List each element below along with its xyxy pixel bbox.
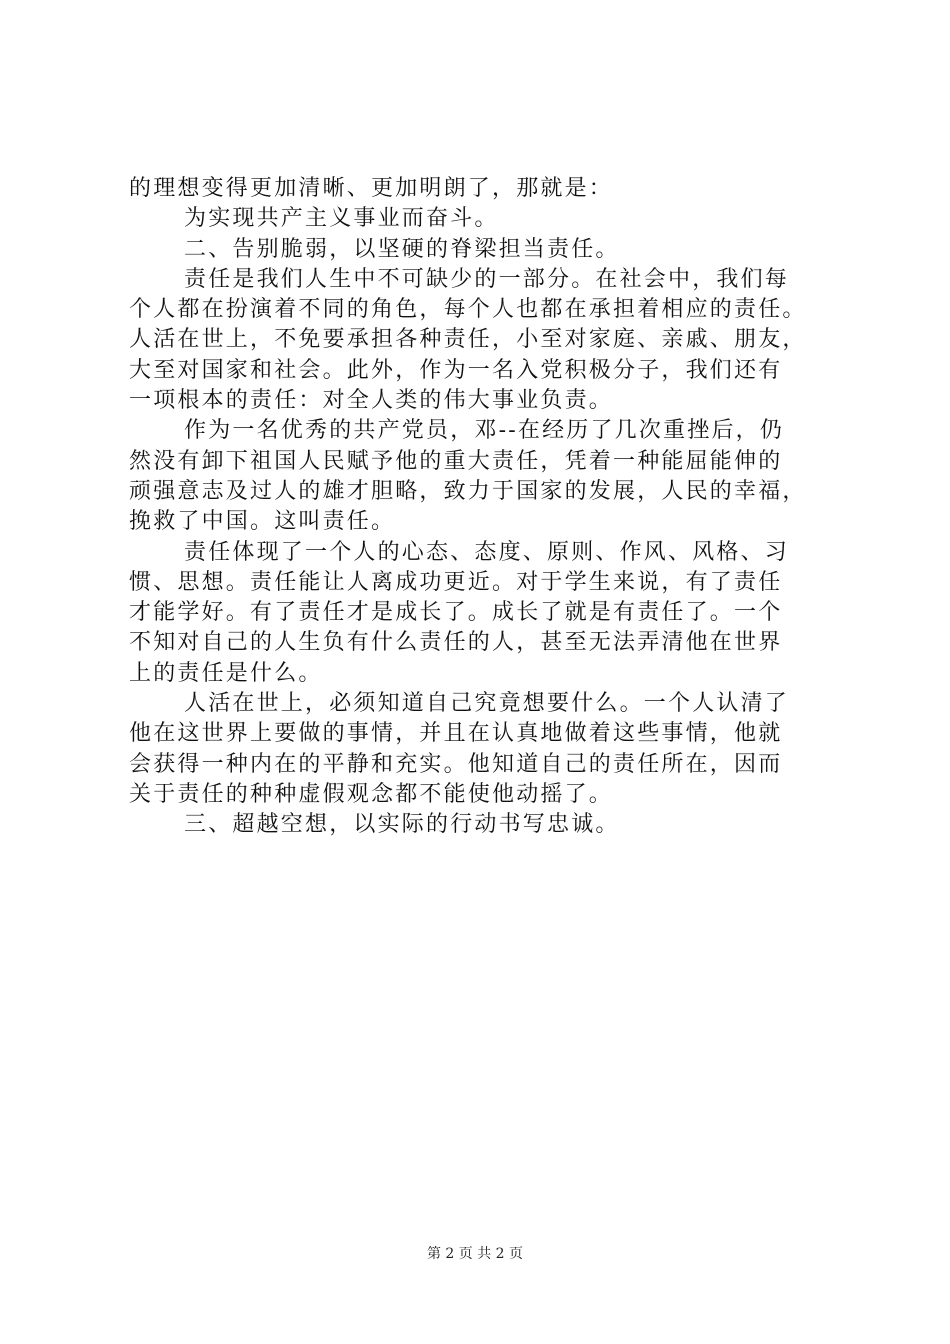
text-line: 惯、思想。责任能让人离成功更近。对于学生来说，有了责任 (129, 569, 783, 595)
text-line: 个人都在扮演着不同的角色，每个人也都在承担着相应的责任。 (129, 297, 807, 323)
text-line: 关于责任的种种虚假观念都不能使他动摇了。 (129, 781, 614, 807)
text-line: 的理想变得更加清晰、更加明朗了，那就是： (129, 176, 614, 201)
text-line: 一项根本的责任：对全人类的伟大事业负责。 (129, 388, 614, 414)
text-line: 人活在世上，不免要承担各种责任，小至对家庭、亲戚、朋友， (129, 327, 807, 353)
text-line: 然没有卸下祖国人民赋予他的重大责任，凭着一种能屈能伸的 (129, 448, 783, 474)
text-line: 上的责任是什么。 (129, 660, 323, 686)
text-line: 会获得一种内在的平静和充实。他知道自己的责任所在，因而 (129, 751, 783, 777)
text-line: 才能学好。有了责任才是成长了。成长了就是有责任了。一个 (129, 600, 783, 626)
text-line: 三、超越空想，以实际的行动书写忠诚。 (184, 812, 620, 838)
text-line: 他在这世界上要做的事情，并且在认真地做着这些事情，他就 (129, 721, 783, 747)
page-footer: 第 2 页 共 2 页 (426, 1246, 524, 1262)
document-body (129, 174, 864, 841)
text-line: 人活在世上，必须知道自己究竟想要什么。一个人认清了 (184, 691, 790, 717)
text-line: 责任体现了一个人的心态、态度、原则、作风、风格、习 (184, 539, 790, 565)
text-line: 大至对国家和社会。此外，作为一名入党积极分子，我们还有 (129, 357, 783, 383)
text-line: 二、告别脆弱，以坚硬的脊梁担当责任。 (184, 236, 620, 262)
text-line: 不知对自己的人生负有什么责任的人，甚至无法弄清他在世界 (129, 630, 783, 656)
text-line: 为实现共产主义事业而奋斗。 (184, 206, 499, 232)
text-line: 顽强意志及过人的雄才胆略，致力于国家的发展，人民的幸福， (129, 478, 807, 504)
text-line: 作为一名优秀的共产党员，邓--在经历了几次重挫后，仍 (184, 418, 785, 444)
text-line: 责任是我们人生中不可缺少的一部分。在社会中，我们每 (184, 266, 790, 292)
text-line: 挽救了中国。这叫责任。 (129, 509, 396, 535)
